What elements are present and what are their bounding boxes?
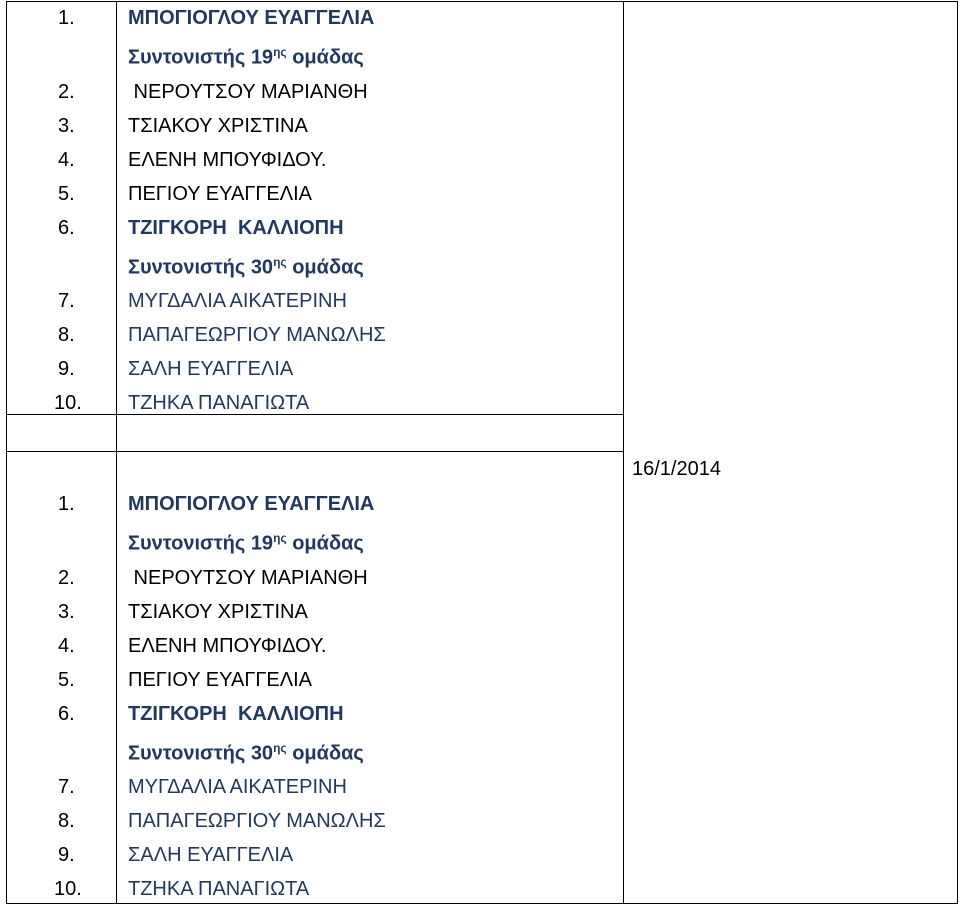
list-item [6, 697, 618, 731]
coordinator-suffix: ομάδας [286, 532, 364, 555]
list-item-name: ΜΠΟΓΙΟΓΛΟΥ ΕΥΑΓΓΕΛΙΑ [128, 7, 375, 29]
list-item [6, 109, 618, 143]
coordinator-text: Συντονιστής 30 [128, 256, 274, 279]
table-border-left [6, 1, 7, 904]
coordinator-superscript: ης [273, 531, 287, 545]
list-item-name: ΣΑΛΗ ΕΥΑΓΓΕΛΙΑ [128, 844, 294, 867]
list-item-name: ΤΖΙΓΚΟΡΗ ΚΑΛΛΙΟΠΗ [128, 216, 344, 239]
list-item-number: 7. [58, 290, 75, 313]
list-item [6, 872, 618, 906]
list-item-number: 4. [58, 634, 75, 657]
list-item [6, 804, 618, 838]
list-item-name: ΜΥΓΔΑΛΙΑ ΑΙΚΑΤΕΡΙΝΗ [128, 290, 347, 313]
coordinator-suffix: ομάδας [286, 46, 364, 69]
coordinator-superscript: ης [273, 254, 287, 269]
list-item-number: 1. [58, 493, 75, 515]
coordinator-superscript: ης [273, 740, 287, 755]
list-item [6, 838, 618, 872]
list-item-number: 2. [58, 566, 75, 589]
coordinator-text: Συντονιστής 19 [128, 532, 274, 555]
list-item-number: 6. [58, 216, 75, 239]
list-item-name: ΕΛΕΝΗ ΜΠΟΥΦΙΔΟΥ. [128, 148, 327, 171]
coordinator-label [6, 521, 618, 561]
list-item [6, 595, 618, 629]
column-divider-main [623, 1, 624, 904]
coordinator-label [6, 35, 618, 75]
list-item [6, 352, 618, 386]
list-item-name: ΠΕΓΙΟΥ ΕΥΑΓΓΕΛΙΑ [128, 668, 312, 691]
list-item [6, 561, 618, 595]
list-item-number: 5. [58, 668, 75, 691]
list-item-number: 9. [58, 844, 75, 867]
list-item [6, 75, 618, 109]
list-item-number: 10. [54, 878, 82, 901]
list-item [6, 629, 618, 663]
list-item-number: 10. [54, 392, 82, 415]
coordinator-superscript: ης [273, 45, 287, 59]
coordinator-text: Συντονιστής 30 [128, 742, 274, 765]
column-divider-number [116, 1, 117, 904]
list-item-name: ΣΑΛΗ ΕΥΑΓΓΕΛΙΑ [128, 358, 294, 381]
list-item-number: 8. [58, 324, 75, 347]
list-item [6, 284, 618, 318]
list-item-number: 4. [58, 148, 75, 171]
coordinator-suffix: ομάδας [286, 742, 364, 765]
date-label: 16/1/2014 [632, 458, 721, 480]
list-item-name: ΜΥΓΔΑΛΙΑ ΑΙΚΑΤΕΡΙΝΗ [128, 776, 347, 799]
table-border-top [6, 1, 958, 2]
list-item-number: 2. [58, 80, 75, 103]
table-border-right [957, 1, 958, 904]
list-item-number: 7. [58, 776, 75, 799]
list-item [6, 211, 618, 245]
list-item-name: ΝΕΡΟΥΤΣΟΥ ΜΑΡΙΑΝΘΗ [128, 80, 368, 103]
coordinator-label [6, 731, 618, 771]
list-item [6, 770, 618, 804]
list-item-number: 5. [58, 182, 75, 205]
list-item-name: ΤΖΙΓΚΟΡΗ ΚΑΛΛΙΟΠΗ [128, 702, 344, 725]
coordinator-label [6, 245, 618, 285]
top-list [6, 1, 618, 420]
table-border-bottom [6, 903, 958, 904]
coordinator-suffix: ομάδας [286, 256, 364, 279]
list-item [6, 318, 618, 352]
row-divider-2 [6, 451, 623, 452]
list-item-number: 6. [58, 702, 75, 725]
list-item-name: ΝΕΡΟΥΤΣΟΥ ΜΑΡΙΑΝΘΗ [128, 566, 368, 589]
list-item [6, 177, 618, 211]
list-item-number: 9. [58, 358, 75, 381]
list-item-number: 3. [58, 114, 75, 137]
list-item-name: ΤΣΙΑΚΟΥ ΧΡΙΣΤΙΝΑ [128, 114, 308, 137]
row-divider-1 [6, 414, 623, 415]
list-item-number: 1. [58, 7, 75, 29]
coordinator-text: Συντονιστής 19 [128, 46, 274, 69]
list-item-name: ΤΖΗΚΑ ΠΑΝΑΓΙΩΤΑ [128, 392, 310, 415]
list-item-name: ΠΕΓΙΟΥ ΕΥΑΓΓΕΛΙΑ [128, 182, 312, 205]
list-item-name: ΤΣΙΑΚΟΥ ΧΡΙΣΤΙΝΑ [128, 600, 308, 623]
list-item-number: 3. [58, 600, 75, 623]
list-item [6, 663, 618, 697]
list-item-name: ΠΑΠΑΓΕΩΡΓΙΟΥ ΜΑΝΩΛΗΣ [128, 324, 386, 347]
list-item-name: ΤΖΗΚΑ ΠΑΝΑΓΙΩΤΑ [128, 878, 310, 901]
list-item-number: 8. [58, 810, 75, 833]
bottom-list [6, 487, 618, 906]
list-item [6, 1, 618, 35]
list-item [6, 386, 618, 420]
list-item [6, 487, 618, 521]
list-item-name: ΠΑΠΑΓΕΩΡΓΙΟΥ ΜΑΝΩΛΗΣ [128, 810, 386, 833]
list-item-name: ΜΠΟΓΙΟΓΛΟΥ ΕΥΑΓΓΕΛΙΑ [128, 493, 375, 515]
list-item [6, 143, 618, 177]
list-item-name: ΕΛΕΝΗ ΜΠΟΥΦΙΔΟΥ. [128, 634, 327, 657]
